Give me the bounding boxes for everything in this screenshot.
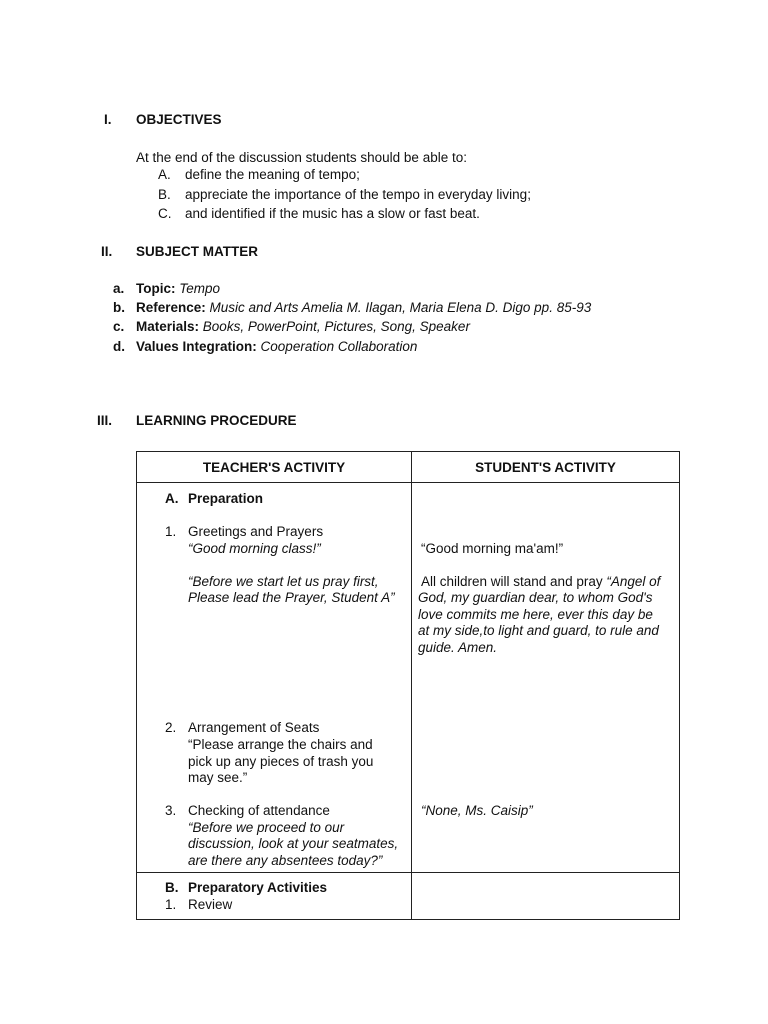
subject-letter-b: b. [113, 300, 125, 315]
subject-values-label: Values Integration: [136, 339, 257, 354]
student-cell-preparation [412, 483, 680, 873]
subject-reference-label: Reference: [136, 300, 206, 315]
attendance-line-1: “Before we proceed to our [188, 820, 345, 835]
subject-reference-value: Music and Arts Amelia M. Ilagan, Maria Elena D. Digo pp. 85-93 [209, 300, 592, 315]
greet-number: 1. [165, 524, 177, 539]
table-header-row [137, 452, 680, 483]
seats-title: Arrangement of Seats [188, 720, 320, 735]
prep-title: Preparation [188, 491, 264, 506]
subject-materials-label: Materials: [136, 319, 200, 334]
objective-letter-c: C. [158, 206, 172, 221]
teacher-cell-preparation [137, 483, 412, 873]
objective-c: and identified if the music has a slow or fast beat. [185, 206, 480, 221]
seats-line-3: may see.” [188, 770, 248, 785]
seats-number: 2. [165, 720, 177, 735]
greet-title: Greetings and Prayers [188, 524, 324, 539]
subject-values-value: Cooperation Collaboration [260, 339, 418, 354]
subject-letter-c: c. [113, 319, 125, 334]
seats-line-2: pick up any pieces of trash you [188, 754, 374, 769]
subject-topic [136, 281, 220, 296]
prep-letter: A. [165, 491, 179, 506]
attendance-number: 3. [165, 803, 177, 818]
subject-materials [136, 319, 470, 334]
student-pray-line-3: love commits me here, ever this day be [418, 607, 653, 622]
section-number-1: I. [104, 112, 112, 127]
objective-a: define the meaning of tempo; [185, 167, 360, 182]
objective-letter-a: A. [158, 167, 171, 182]
pray-line-2: Please lead the Prayer, Student A” [188, 590, 395, 605]
pray-line-1: “Before we start let us pray first, [188, 574, 379, 589]
subject-materials-value: Books, PowerPoint, Pictures, Song, Speaker [202, 319, 470, 334]
subject-reference [136, 300, 591, 315]
subject-topic-label: Topic: [136, 281, 176, 296]
student-pray-line-2: God, my guardian dear, to whom God's [418, 590, 653, 605]
student-greet: “Good morning ma'am!” [421, 541, 564, 556]
review-label: Review [188, 897, 233, 912]
section-number-3: III. [97, 413, 113, 428]
attendance-line-3: are there any absentees today?” [188, 853, 383, 868]
teacher-cell-preparatory [137, 873, 412, 920]
student-cell-preparatory [412, 873, 680, 920]
review-number: 1. [165, 897, 177, 912]
student-attendance: “None, Ms. Caisip” [421, 803, 533, 818]
header-teacher-activity: TEACHER'S ACTIVITY [137, 452, 412, 483]
table-row-preparation [137, 483, 680, 873]
student-pray-line-5: guide. Amen. [418, 640, 498, 655]
student-pray-lead: All children will stand and pray [421, 574, 607, 589]
greet-quote: “Good morning class!” [188, 541, 321, 556]
student-pray-line-1 [421, 574, 660, 589]
objective-b: appreciate the importance of the tempo in everyday living; [185, 187, 531, 202]
objective-letter-b: B. [158, 187, 171, 202]
section-title-subject-matter: SUBJECT MATTER [136, 244, 259, 259]
seats-line-1: “Please arrange the chairs and [188, 737, 373, 752]
learning-procedure-table [136, 451, 680, 920]
table-row-preparatory-activities [137, 873, 680, 920]
section-title-learning-procedure: LEARNING PROCEDURE [136, 413, 297, 428]
subject-letter-a: a. [113, 281, 125, 296]
subject-letter-d: d. [113, 339, 125, 354]
prepact-letter: B. [165, 880, 179, 895]
attendance-line-2: discussion, look at your seatmates, [188, 836, 399, 851]
attendance-title: Checking of attendance [188, 803, 330, 818]
prepact-title: Preparatory Activities [188, 880, 328, 895]
section-title-objectives: OBJECTIVES [136, 112, 222, 127]
section-number-2: II. [101, 244, 113, 259]
header-student-activity: STUDENT'S ACTIVITY [412, 452, 680, 483]
student-pray-line-4: at my side,to light and guard, to rule and [418, 623, 659, 638]
subject-values [136, 339, 417, 354]
student-pray-start: “Angel of [606, 574, 661, 589]
objectives-intro: At the end of the discussion students should be able to: [136, 150, 467, 165]
subject-topic-value: Tempo [179, 281, 221, 296]
